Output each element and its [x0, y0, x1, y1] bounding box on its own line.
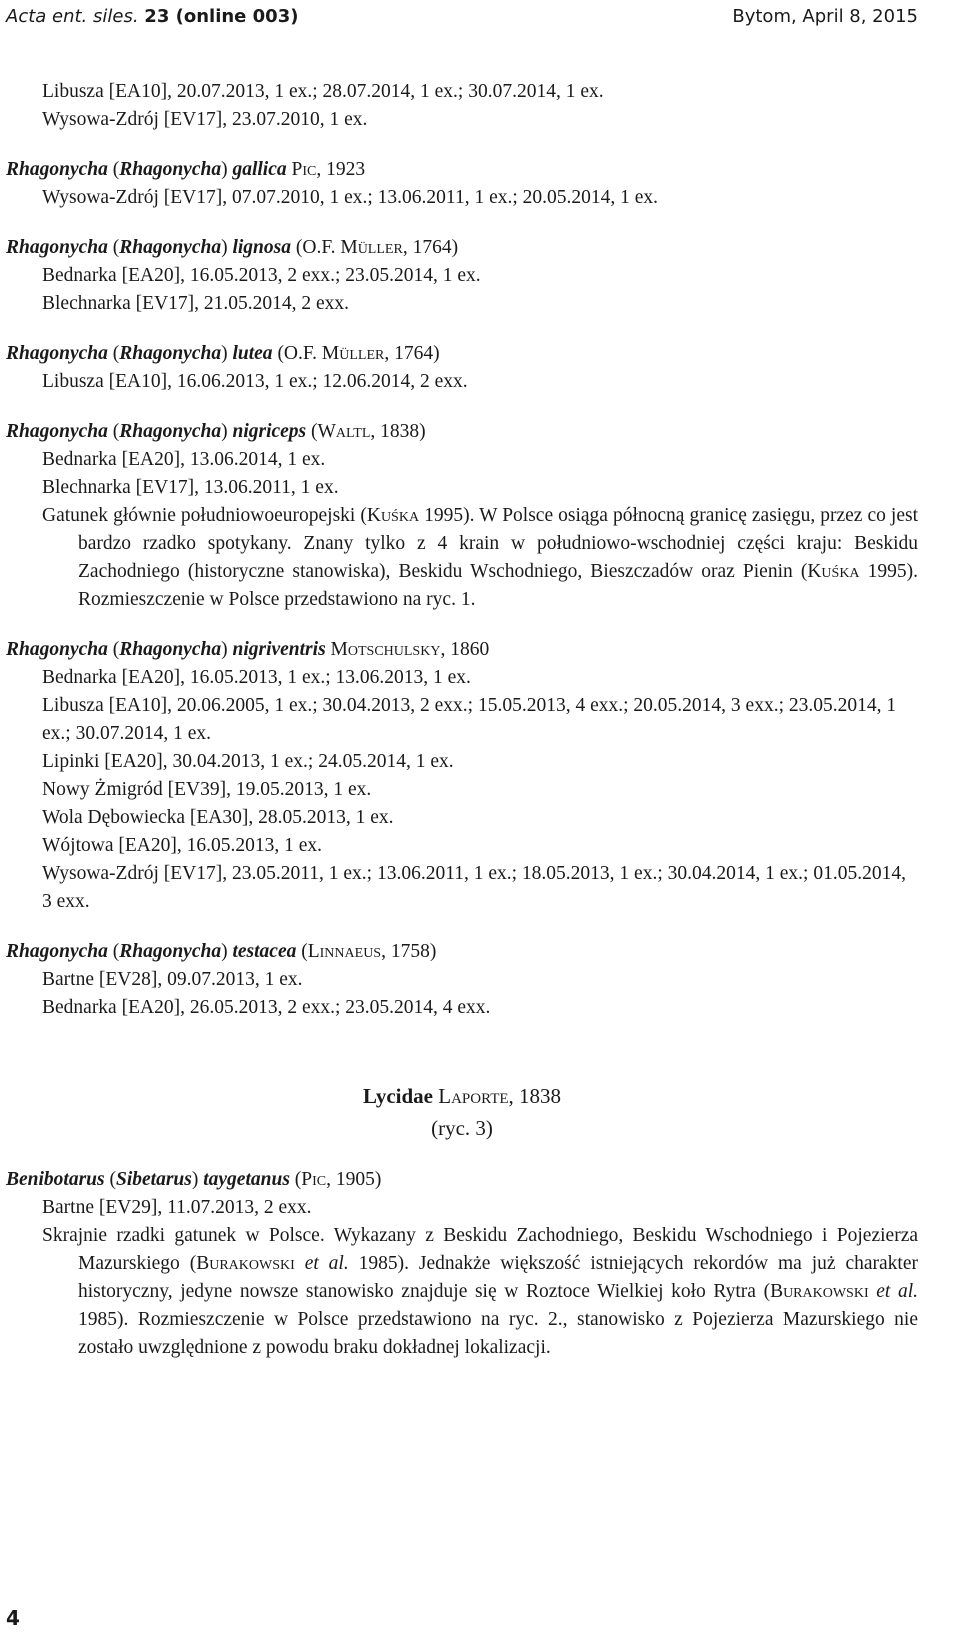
subgenus-name: Rhagonycha — [119, 941, 222, 962]
author-year: , 1905) — [326, 1169, 382, 1190]
author-name: Linnaeus — [307, 941, 382, 962]
locality-record: Wysowa-Zdrój [EV17], 07.07.2010, 1 ex.; 13.06.2011, 1 ex.; 20.05.2014, 1 ex. — [42, 187, 659, 208]
species-entry — [6, 78, 918, 134]
note-author: Kuśka — [366, 505, 420, 526]
species-entry — [6, 234, 918, 318]
author-name: Pic — [291, 159, 317, 180]
subgenus-name: Rhagonycha — [119, 421, 222, 442]
locality-record: Libusza [EA10], 16.06.2013, 1 ex.; 12.06.2014, 2 exx. — [42, 371, 468, 392]
note-author: Kuśka — [807, 561, 860, 582]
species-epithet: nigriceps — [232, 421, 307, 442]
author-name: Pic — [301, 1169, 327, 1190]
author-name: Motschulsky — [330, 639, 441, 660]
subgenus-name: Sibetarus — [116, 1169, 192, 1190]
author-prefix: (O.F. — [295, 237, 341, 258]
species-entry — [6, 1166, 918, 1362]
author-prefix: ( — [294, 1169, 302, 1190]
main-content — [6, 78, 918, 1362]
note-author: Burakowski — [196, 1253, 295, 1274]
species-heading: Benibotarus (Sibetarus) taygetanus (Pic, 1905) — [6, 1169, 382, 1190]
locality-record: Libusza [EA10], 20.06.2005, 1 ex.; 30.04.2013, 2 exx.; 15.05.2013, 4 exx.; 20.05.2014, 3 exx.; 23.05.2014, 1 ex.; 30.07.2014, 1 ex. — [42, 695, 897, 744]
species-heading: Rhagonycha (Rhagonycha) nigriventris Motschulsky, 1860 — [6, 639, 490, 660]
species-note — [6, 502, 918, 614]
note-text: Gatunek głównie południowoeuropejski ( — [42, 505, 367, 526]
species-entry — [6, 156, 918, 212]
species-entry — [6, 938, 918, 1022]
locality-record: Blechnarka [EV17], 21.05.2014, 2 exx. — [42, 293, 350, 314]
locality-record: Bartne [EV28], 09.07.2013, 1 ex. — [42, 969, 303, 990]
note-author: Burakowski — [770, 1281, 869, 1302]
species-heading: Rhagonycha (Rhagonycha) lutea (O.F. Müller, 1764) — [6, 343, 440, 364]
author-prefix: (O.F. — [277, 343, 322, 364]
genus-name: Rhagonycha — [6, 421, 108, 442]
locality-record: Wójtowa [EA20], 16.05.2013, 1 ex. — [42, 835, 322, 856]
species-entry — [6, 340, 918, 396]
locality-record: Bednarka [EA20], 16.05.2013, 1 ex.; 13.06.2013, 1 ex. — [42, 667, 471, 688]
species-epithet: nigriventris — [232, 639, 326, 660]
species-heading: Rhagonycha (Rhagonycha) gallica Pic, 1923 — [6, 159, 366, 180]
species-epithet: lutea — [232, 343, 273, 364]
species-heading: Rhagonycha (Rhagonycha) lignosa (O.F. Müller, 1764) — [6, 237, 459, 258]
author-year: , 1838) — [370, 421, 426, 442]
family-year: , 1838 — [508, 1084, 562, 1108]
note-text: 1995). Rozmieszczenie w Polsce przedstawiono na ryc. 1. — [78, 561, 919, 610]
locality-record: Wysowa-Zdrój [EV17], 23.07.2010, 1 ex. — [42, 109, 368, 130]
note-text: 1995). W Polsce osiąga północną granicę zasięgu, przez co jest bardzo rzadko spotykany. Znany tylko z 4 krain w południowo-wschodniej części kraju: Beskidu Zachodniego (historyczne stanowiska), Beskidu Wschodniego, Bieszczadów oraz Pienin ( — [78, 505, 918, 582]
species-epithet: taygetanus — [203, 1169, 290, 1190]
species-epithet: lignosa — [232, 237, 291, 258]
author-name: Waltl — [317, 421, 371, 442]
family-name: Lycidae — [362, 1084, 433, 1108]
note-etal: et al. — [294, 1253, 349, 1274]
locality-record: Libusza [EA10], 20.07.2013, 1 ex.; 28.07.2014, 1 ex.; 30.07.2014, 1 ex. — [42, 81, 604, 102]
subgenus-name: Rhagonycha — [119, 639, 222, 660]
species-entry — [6, 636, 918, 916]
species-epithet: testacea — [232, 941, 297, 962]
author-name: Müller — [340, 237, 403, 258]
journal-volume: 23 (online 003) — [144, 6, 299, 27]
note-etal: et al. — [868, 1281, 918, 1302]
author-year: , 1758) — [381, 941, 437, 962]
genus-name: Rhagonycha — [6, 159, 108, 180]
locality-record: Bartne [EV29], 11.07.2013, 2 exx. — [42, 1197, 312, 1218]
place-date: Bytom, April 8, 2015 — [732, 6, 918, 27]
page-number: 4 — [6, 1606, 20, 1630]
species-heading: Rhagonycha (Rhagonycha) testacea (Linnaeus, 1758) — [6, 941, 437, 962]
author-prefix: ( — [311, 421, 318, 442]
locality-record: Nowy Żmigród [EV39], 19.05.2013, 1 ex. — [42, 779, 372, 800]
author-year: , 1860 — [440, 639, 490, 660]
locality-record: Wola Dębowiecka [EA30], 28.05.2013, 1 ex. — [42, 807, 394, 828]
note-text: Skrajnie rzadki gatunek w Polsce. Wykazany z Beskidu Zachodniego, Beskidu Wschodniego i Pojezierza Mazurskiego ( — [42, 1225, 918, 1274]
genus-name: Rhagonycha — [6, 639, 108, 660]
genus-name: Benibotarus — [6, 1169, 105, 1190]
journal-name: Acta ent. siles. — [6, 6, 139, 27]
author-year: , 1764) — [402, 237, 459, 258]
genus-name: Rhagonycha — [6, 941, 108, 962]
author-name: Müller — [321, 343, 385, 364]
species-epithet: gallica — [232, 159, 287, 180]
journal-citation — [6, 6, 298, 27]
author-prefix: ( — [301, 941, 308, 962]
locality-record: Bednarka [EA20], 13.06.2014, 1 ex. — [42, 449, 326, 470]
subgenus-name: Rhagonycha — [119, 343, 222, 364]
genus-name: Rhagonycha — [6, 237, 108, 258]
species-entry — [6, 418, 918, 614]
figure-reference: (ryc. 3) — [431, 1116, 493, 1140]
locality-record: Blechnarka [EV17], 13.06.2011, 1 ex. — [42, 477, 339, 498]
running-header — [6, 6, 918, 30]
note-text: 1985). Rozmieszczenie w Polsce przedstawiono na ryc. 2., stanowisko z Pojezierza Mazurskiego nie zostało uwzględnione z powodu braku dokładnej lokalizacji. — [78, 1309, 918, 1358]
family-author: Laporte — [438, 1084, 509, 1108]
species-heading: Rhagonycha (Rhagonycha) nigriceps (Waltl, 1838) — [6, 421, 426, 442]
note-text: 1985). Jednakże większość istniejących rekordów ma już charakter historyczny, jedyne nowsze stanowisko znajduje się w Roztoce Wielkiej koło Rytra ( — [78, 1253, 918, 1302]
author-year: , 1923 — [316, 159, 366, 180]
locality-record: Wysowa-Zdrój [EV17], 23.05.2011, 1 ex.; 13.06.2011, 1 ex.; 18.05.2013, 1 ex.; 30.04.2014, 1 ex.; 01.05.2014, 3 exx. — [42, 863, 906, 912]
species-note — [6, 1222, 918, 1362]
locality-record: Bednarka [EA20], 16.05.2013, 2 exx.; 23.05.2014, 1 ex. — [42, 265, 481, 286]
family-heading — [6, 1080, 918, 1144]
locality-record: Bednarka [EA20], 26.05.2013, 2 exx.; 23.05.2014, 4 exx. — [42, 997, 491, 1018]
subgenus-name: Rhagonycha — [119, 159, 222, 180]
subgenus-name: Rhagonycha — [119, 237, 222, 258]
locality-record: Lipinki [EA20], 30.04.2013, 1 ex.; 24.05.2014, 1 ex. — [42, 751, 454, 772]
genus-name: Rhagonycha — [6, 343, 108, 364]
author-year: , 1764) — [384, 343, 440, 364]
